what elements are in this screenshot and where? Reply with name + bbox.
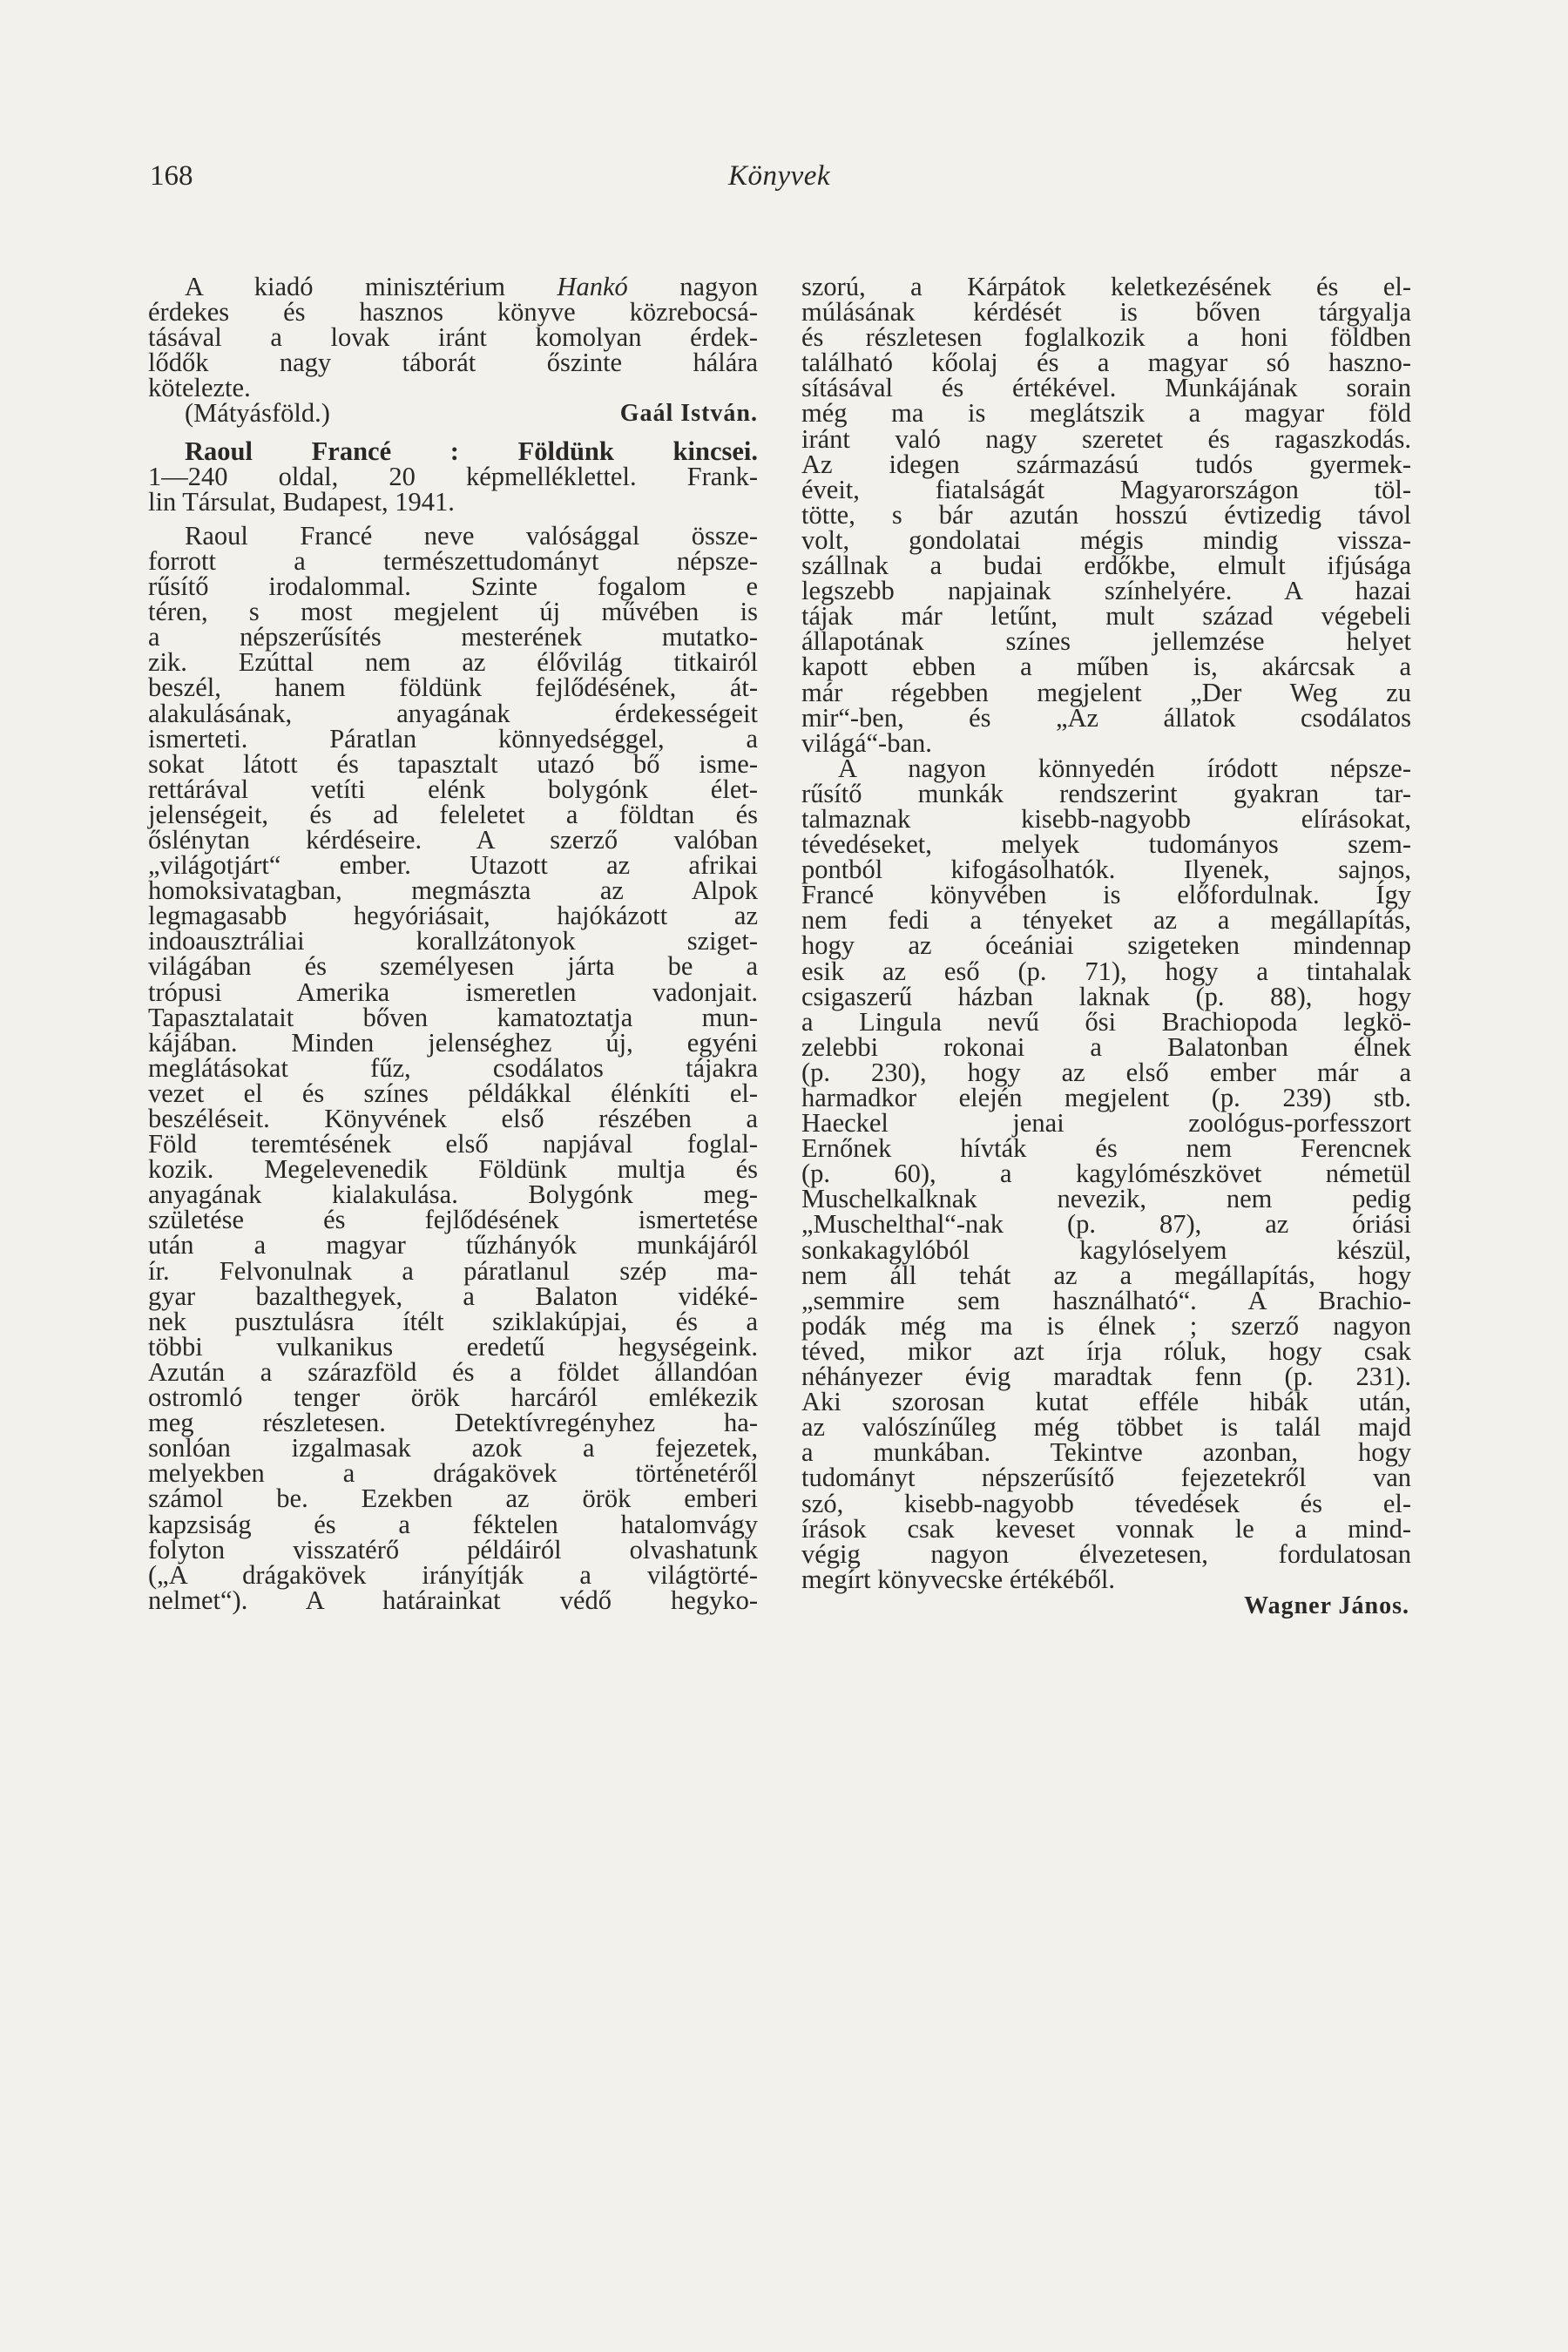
- text-line: éveit, fiatalságát Magyarországon töl-: [801, 474, 1411, 504]
- text-line: sokat látott és tapasztalt utazó bő isme-: [148, 748, 758, 779]
- text-line: ír. Felvonulnak a páratlanul szép ma-: [148, 1255, 758, 1286]
- text-line: tötte, s bár azután hosszú évtizedig távol: [801, 499, 1411, 530]
- text-line: legszebb napjainak színhelyére. A hazai: [801, 576, 1411, 606]
- text-line: podák még ma is élnek ; szerző nagyon: [801, 1310, 1411, 1341]
- text-line: „világotjárt“ ember. Utazott az afrikai: [148, 850, 758, 881]
- text-line: meglátásokat fűz, csodálatos tájakra: [148, 1052, 758, 1083]
- text-line: számol be. Ezekben az örök emberi: [148, 1484, 758, 1514]
- text-line: tévedéseket, melyek tudományos szem-: [801, 829, 1411, 860]
- text-line: talmaznak kisebb-nagyobb elírásokat,: [801, 803, 1411, 834]
- text-line: az valószínűleg még többet is talál majd: [801, 1412, 1411, 1443]
- text-line: beszéléseit. Könyvének első részében a: [148, 1104, 758, 1133]
- text-line: Azután a szárazföld és a földet állandóan: [148, 1356, 758, 1387]
- text-line: nelmet“). A határainkat védő hegyko-: [148, 1585, 758, 1615]
- text-line: csigaszerű házban laknak (p. 88), hogy: [801, 981, 1411, 1011]
- text-line: zik. Ezúttal nem az élővilág titkairól: [148, 647, 758, 678]
- review2-citation: [148, 436, 758, 517]
- text-line: legmagasabb hegyóriásait, hajókázott az: [148, 901, 758, 931]
- text-line: érdekes és hasznos könyve közrebocsá-: [148, 297, 758, 328]
- text-line: Haeckel jenai zoológus-porfesszort: [801, 1108, 1411, 1139]
- text-line: A nagyon könnyedén íródott népsze-: [838, 753, 1411, 783]
- text-line: Francé könyvében is előfordulnak. Így: [801, 880, 1411, 910]
- text-line: kapzsiság és a féktelen hatalomvágy: [148, 1509, 758, 1539]
- text-line: jelenségeit, és ad feleletet a földtan és: [148, 799, 758, 829]
- text-line: a népszerűsítés mesterének mutatko-: [148, 622, 758, 652]
- text-line: Tapasztalatait bőven kamatoztatja mun-: [148, 1002, 758, 1032]
- text-line: világában és személyesen járta be a: [148, 951, 758, 982]
- text-line: beszél, hanem földünk fejlődésének, át-: [148, 672, 758, 703]
- text-line: rettárával vetíti elénk bolygónk élet-: [148, 774, 758, 804]
- text-line: többi vulkanikus eredetű hegységeink.: [148, 1331, 758, 1362]
- text-line: melyekben a drágakövek történetéről: [148, 1458, 758, 1489]
- text-line: tájak már letűnt, mult század végebeli: [801, 601, 1411, 632]
- text-line: anyagának kialakulása. Bolygónk meg-: [148, 1179, 758, 1210]
- text-line: alakulásának, anyagának érdekességeit: [148, 698, 758, 728]
- text-line: rűsítő irodalommal. Szinte fogalom e: [148, 571, 758, 602]
- text-line: születése és fejlődésének ismertetése: [148, 1205, 758, 1235]
- review2-signature: [801, 1592, 1411, 1618]
- running-head: Könyvek: [727, 160, 831, 192]
- text-line: hogy az óceániai szigeteken mindennap: [801, 930, 1411, 961]
- text-line: már régebben megjelent „Der Weg zu: [801, 677, 1411, 707]
- text-line: kájában. Minden jelenséghez új, egyéni: [148, 1027, 758, 1058]
- page-header: [150, 157, 1409, 195]
- citation-line: Raoul Francé : Földünk kincsei.: [185, 436, 758, 466]
- text-line: a Lingula nevű ősi Brachiopoda legkö-: [801, 1006, 1411, 1037]
- text-line: iránt való nagy szeretet és ragaszkodás.: [801, 423, 1411, 454]
- text-line: a munkában. Tekintve azonban, hogy: [801, 1437, 1411, 1468]
- page-number: 168: [150, 160, 193, 192]
- text-line: szó, kisebb-nagyobb tévedések és el-: [801, 1488, 1411, 1518]
- review1-source: (Mátyásföld.): [185, 398, 330, 429]
- text-line: ostromló tenger örök harcáról emlékezik: [148, 1382, 758, 1413]
- text-line: folyton visszatérő példáiról olvashatunk: [148, 1534, 758, 1565]
- text-line: végig nagyon élvezetesen, fordulatosan: [801, 1538, 1411, 1569]
- text-line: (p. 230), hogy az első ember már a: [801, 1057, 1411, 1087]
- text-line: még ma is meglátszik a magyar föld: [801, 398, 1411, 429]
- text-line: kötelezte.: [148, 373, 251, 403]
- text-line: forrott a természettudományt népsze-: [148, 545, 758, 576]
- text-line: pontból kifogásolhatók. Ilyenek, sajnos,: [801, 855, 1411, 885]
- text-line: esik az eső (p. 71), hogy a tintahalak: [801, 956, 1411, 986]
- text-line: néhányezer évig maradtak fenn (p. 231).: [801, 1362, 1411, 1392]
- citation-line: 1—240 oldal, 20 képmelléklettel. Frank-: [148, 461, 758, 491]
- left-column: [148, 274, 758, 1613]
- text-line: Ernőnek hívták és nem Ferencnek: [801, 1133, 1411, 1164]
- text-line: homoksivatagban, megmászta az Alpok: [148, 875, 758, 906]
- text-line: meg részletesen. Detektívregényhez ha-: [148, 1408, 758, 1438]
- text-line: után a magyar tűzhányók munkájáról: [148, 1230, 758, 1260]
- text-line: ismerteti. Páratlan könnyedséggel, a: [148, 723, 758, 754]
- text-line: található kőolaj és a magyar só haszno-: [801, 348, 1411, 378]
- text-line: Aki szorosan kutat efféle hibák után,: [801, 1387, 1411, 1417]
- text-line: „Muschelthal“-nak (p. 87), az óriási: [801, 1209, 1411, 1240]
- text-line: nem áll tehát az a megállapítás, hogy: [801, 1260, 1411, 1290]
- text-line: gyar bazalthegyek, a Balaton vidéké-: [148, 1281, 758, 1311]
- text-line: múlásának kérdését is bőven tárgyalja: [801, 297, 1411, 328]
- text-line: tásával a lovak iránt komolyan érdek-: [148, 322, 758, 353]
- review2-body-right-part1: [801, 274, 1411, 756]
- text-line: harmadkor elején megjelent (p. 239) stb.: [801, 1083, 1411, 1112]
- review1-signature: [148, 398, 758, 429]
- review2-author: Wagner János.: [1244, 1592, 1409, 1619]
- text-line: Föld teremtésének első napjával foglal-: [148, 1129, 758, 1159]
- text-line: Raoul Francé neve valósággal össze-: [185, 520, 758, 551]
- review1-closing-paragraph: [148, 274, 758, 401]
- text-line: őslénytan kérdéseire. A szerző valóban: [148, 824, 758, 855]
- review1-author: Gaál István.: [619, 400, 758, 428]
- text-line: szállnak a budai erdőkbe, elmult ifjúsága: [801, 551, 1411, 581]
- text-line: kapott ebben a műben is, akárcsak a: [801, 652, 1411, 682]
- text-line: sításával és értékével. Munkájának sorain: [801, 373, 1411, 403]
- text-line: téved, mikor azt írja róluk, hogy csak: [801, 1335, 1411, 1366]
- review2-body-right-part2: [801, 753, 1411, 1594]
- text-line: mir“-ben, és „Az állatok csodálatos: [801, 702, 1411, 733]
- text-line: írások csak keveset vonnak le a mind-: [801, 1513, 1411, 1544]
- text-line: és részletesen foglalkozik a honi földben: [801, 322, 1411, 353]
- italic-name: Hankó: [557, 272, 628, 301]
- text-line: szorú, a Kárpátok keletkezésének és el-: [801, 272, 1411, 301]
- text-line: indoausztráliai korallzátonyok sziget-: [148, 926, 758, 956]
- text-line: sonlóan izgalmasak azok a fejezetek,: [148, 1433, 758, 1463]
- right-column: [801, 274, 1411, 1618]
- text-line: volt, gondolatai mégis mindig vissza-: [801, 524, 1411, 555]
- text-line: zelebbi rokonai a Balatonban élnek: [801, 1031, 1411, 1062]
- text-line: A kiadó minisztérium Hankó nagyon: [185, 272, 758, 301]
- text-line: világá“-ban.: [801, 727, 932, 758]
- text-line: rűsítő munkák rendszerint gyakran tar-: [801, 778, 1411, 808]
- text-line: állapotának színes jellemzése helyet: [801, 626, 1411, 657]
- text-line: („A drágakövek irányítják a világtörté-: [148, 1559, 758, 1590]
- text-line: „semmire sem használható“. A Brachio-: [801, 1285, 1411, 1315]
- text-line: megírt könyvecske értékéből.: [801, 1564, 1115, 1594]
- review2-body-left: [148, 520, 758, 1615]
- text-line: lődők nagy táborát őszinte hálára: [148, 348, 758, 378]
- citation-line: lin Társulat, Budapest, 1941.: [148, 486, 455, 517]
- text-line: trópusi Amerika ismeretlen vadonjait.: [148, 977, 758, 1007]
- text-line: sonkakagylóból kagylóselyem készül,: [801, 1234, 1411, 1265]
- text-line: (p. 60), a kagylómészkövet németül: [801, 1159, 1411, 1189]
- text-line: Az idegen származású tudós gyermek-: [801, 449, 1411, 479]
- text-line: téren, s most megjelent új művében is: [148, 597, 758, 627]
- text-line: nem fedi a tényeket az a megállapítás,: [801, 905, 1411, 936]
- text-line: vezet el és színes példákkal élénkíti el-: [148, 1078, 758, 1108]
- text-line: Muschelkalknak nevezik, nem pedig: [801, 1184, 1411, 1214]
- text-line: tudományt népszerűsítő fejezetekről van: [801, 1463, 1411, 1493]
- text-line: nek pusztulásra ítélt sziklakúpjai, és a: [148, 1306, 758, 1336]
- text-line: kozik. Megelevenedik Földünk multja és: [148, 1154, 758, 1185]
